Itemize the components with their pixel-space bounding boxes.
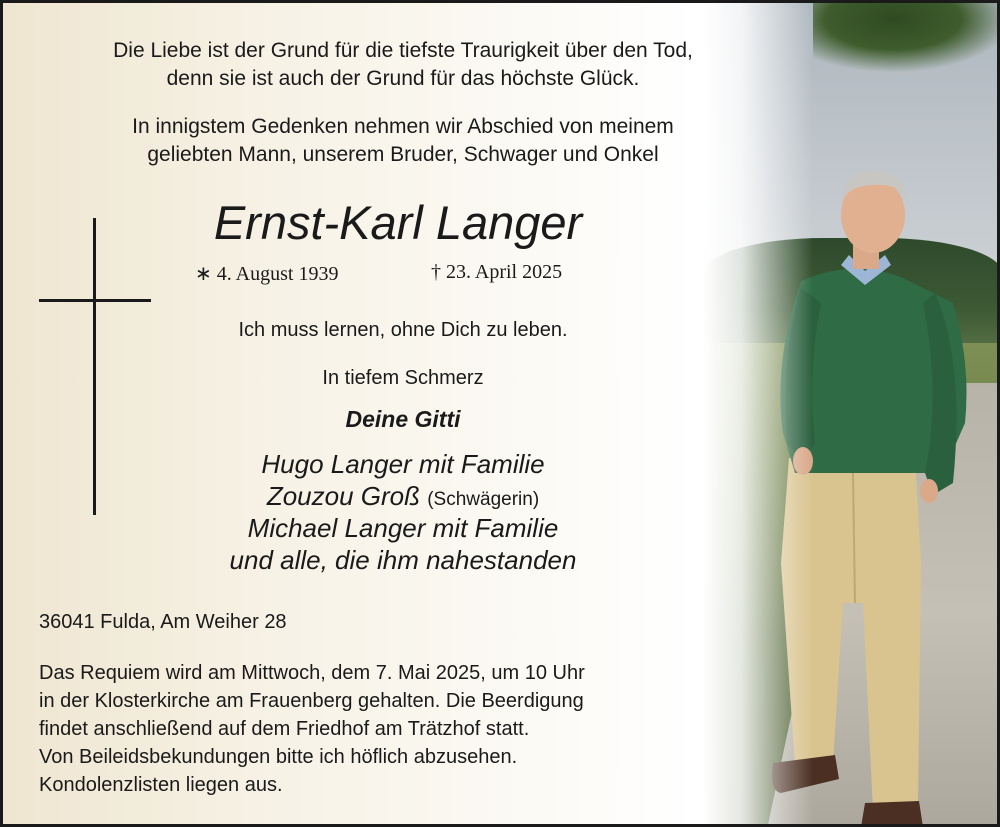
- mourner-line: [133, 513, 673, 544]
- intro-line: In innigstem Gedenken nehmen wir Abschied von meinem: [132, 115, 674, 138]
- portrait-photo: [703, 3, 1000, 827]
- mourner-name: und alle, die ihm nahestanden: [229, 545, 577, 575]
- memorial-quote: Ich muss lernen, ohne Dich zu leben.: [238, 319, 568, 341]
- death-date: † 23. April 2025: [431, 261, 563, 283]
- family-address: 36041 Fulda, Am Weiher 28: [39, 611, 287, 633]
- memorial-verse: [63, 37, 743, 93]
- mourner-name: Zouzou Groß: [266, 481, 420, 511]
- verse-line: Die Liebe ist der Grund für die tiefste Traurigkeit über den Tod,: [113, 39, 693, 62]
- mourner-line: [133, 545, 673, 576]
- funeral-line: in der Klosterkirche am Frauenberg gehalten. Die Beerdigung: [39, 690, 584, 712]
- mourner-name: Hugo Langer mit Familie: [261, 449, 545, 479]
- verse-line: denn sie ist auch der Grund für das höchste Glück.: [166, 67, 640, 90]
- grief-line: In tiefem Schmerz: [322, 367, 484, 389]
- mourner-line: [133, 449, 673, 480]
- mourner-line: [133, 481, 673, 512]
- spouse-signature: Deine Gitti: [345, 406, 461, 432]
- funeral-line: findet anschließend auf dem Friedhof am Trätzhof statt.: [39, 718, 530, 740]
- farewell-intro: [63, 113, 743, 169]
- funeral-line: Das Requiem wird am Mittwoch, dem 7. Mai 2025, um 10 Uhr: [39, 662, 585, 684]
- birth-date: ∗ 4. August 1939: [195, 263, 339, 285]
- deceased-name: Ernst-Karl Langer: [213, 196, 583, 249]
- mourner-relation: (Schwägerin): [427, 489, 540, 510]
- funeral-details: [39, 659, 719, 799]
- mourner-name: Michael Langer mit Familie: [247, 513, 559, 543]
- intro-line: geliebten Mann, unserem Bruder, Schwager und Onkel: [147, 143, 659, 166]
- funeral-line: Von Beileidsbekundungen bitte ich höflich abzusehen.: [39, 746, 518, 768]
- funeral-line: Kondolenzlisten liegen aus.: [39, 774, 283, 796]
